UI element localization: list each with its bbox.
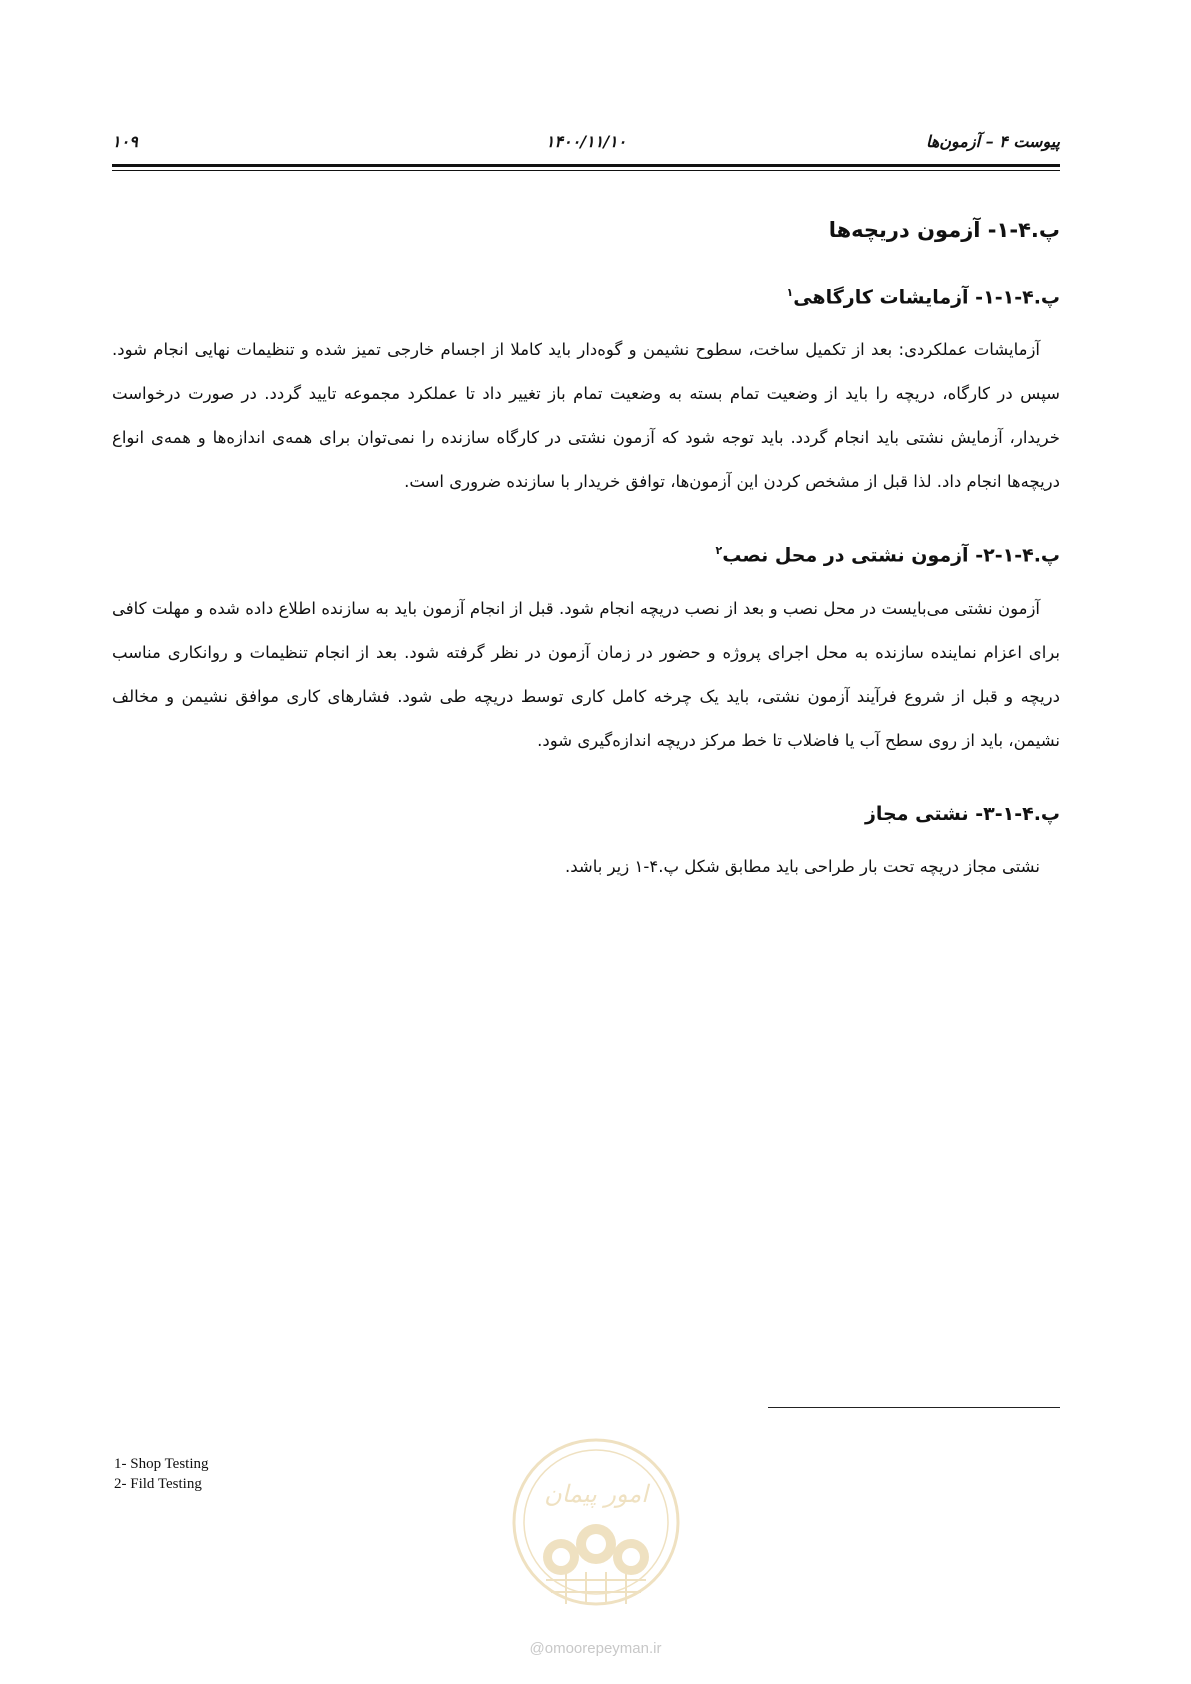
section-heading-1 [112, 286, 1060, 308]
section-heading-1-text: پ.۴-۱-۱- آزمایشات کارگاهی [793, 286, 1060, 309]
section-body-1: آزمایشات عملکردی: بعد از تکمیل ساخت، سطوح نشیمن و گوه‌دار باید کاملا از اجسام خارجی تمیز شده و تنظیمات نهایی انجام شود. سپس در کارگاه، دریچه را باید از وضعیت تمام بسته به وضعیت تمام باز تغییر داد تا عملکرد مجموعه تایید گردد. در صورت درخواست خریدار، آزمایش نشتی باید انجام گردد. باید توجه شود که آزمون نشتی در کارگاه سازنده را نمی‌توان برای همه‌ی اندازه‌ها و همه‌ی انواع دریچه‌ها انجام داد. لذا قبل از مشخص کردن این آزمون‌ها، توافق خریدار با سازنده ضروری است. [112, 340, 1060, 492]
section-heading-2-text: پ.۴-۱-۲- آزمون نشتی در محل نصب [722, 544, 1060, 567]
at-icon: @ [529, 1640, 545, 1657]
page-content [112, 218, 1060, 929]
header-rule-thin [112, 170, 1060, 171]
header-date: ۱۴۰۰/۱۱/۱۰ [545, 132, 627, 151]
section-body-2: آزمون نشتی می‌بایست در محل نصب و بعد از نصب دریچه انجام شود. قبل از انجام آزمون باید به سازنده اطلاع داده شده و مهلت کافی برای اعزام نماینده سازنده به محل اجرای پروژه و حضور در زمان آزمون در نظر گرفته شود. بعد از انجام تنظیمات و روانکاری مناسب دریچه و قبل از شروع فرآیند آزمون نشتی، باید یک چرخه کامل کاری توسط دریچه طی شود. فشارهای کاری موافق نشیمن و مخالف نشیمن، باید از روی سطح آب یا فاضلاب تا خط مرکز دریچه اندازه‌گیری شود. [112, 598, 1060, 750]
header-section-title: پیوست ۴ – آزمون‌ها [925, 132, 1060, 151]
footnote-ref-2: ۲ [715, 544, 723, 558]
main-heading: پ.۴-۱- آزمون دریچه‌ها [828, 218, 1060, 242]
watermark-logo [506, 1432, 686, 1632]
footnote-2: 2- Fild Testing [114, 1476, 202, 1492]
watermark-url-text: omoorepeyman.ir [544, 1640, 662, 1657]
footnote-1: 1- Shop Testing [114, 1456, 209, 1472]
footnote-ref-1: ۱ [786, 286, 794, 299]
footnotes [114, 1454, 209, 1494]
footnote-separator [768, 1407, 1060, 1408]
header-rule-thick [112, 164, 1060, 167]
watermark-url [0, 1640, 1191, 1657]
header-page-number: ۱۰۹ [112, 132, 138, 151]
section-body-3: نشتی مجاز دریچه تحت بار طراحی باید مطابق شکل پ.۴-۱ زیر باشد. [564, 856, 1040, 876]
page-header [112, 130, 1060, 160]
watermark-logo-text: امور پیمان [544, 1480, 648, 1508]
section-heading-2 [112, 544, 1060, 566]
section-heading-3: پ.۴-۱-۳- نشتی مجاز [864, 802, 1060, 825]
